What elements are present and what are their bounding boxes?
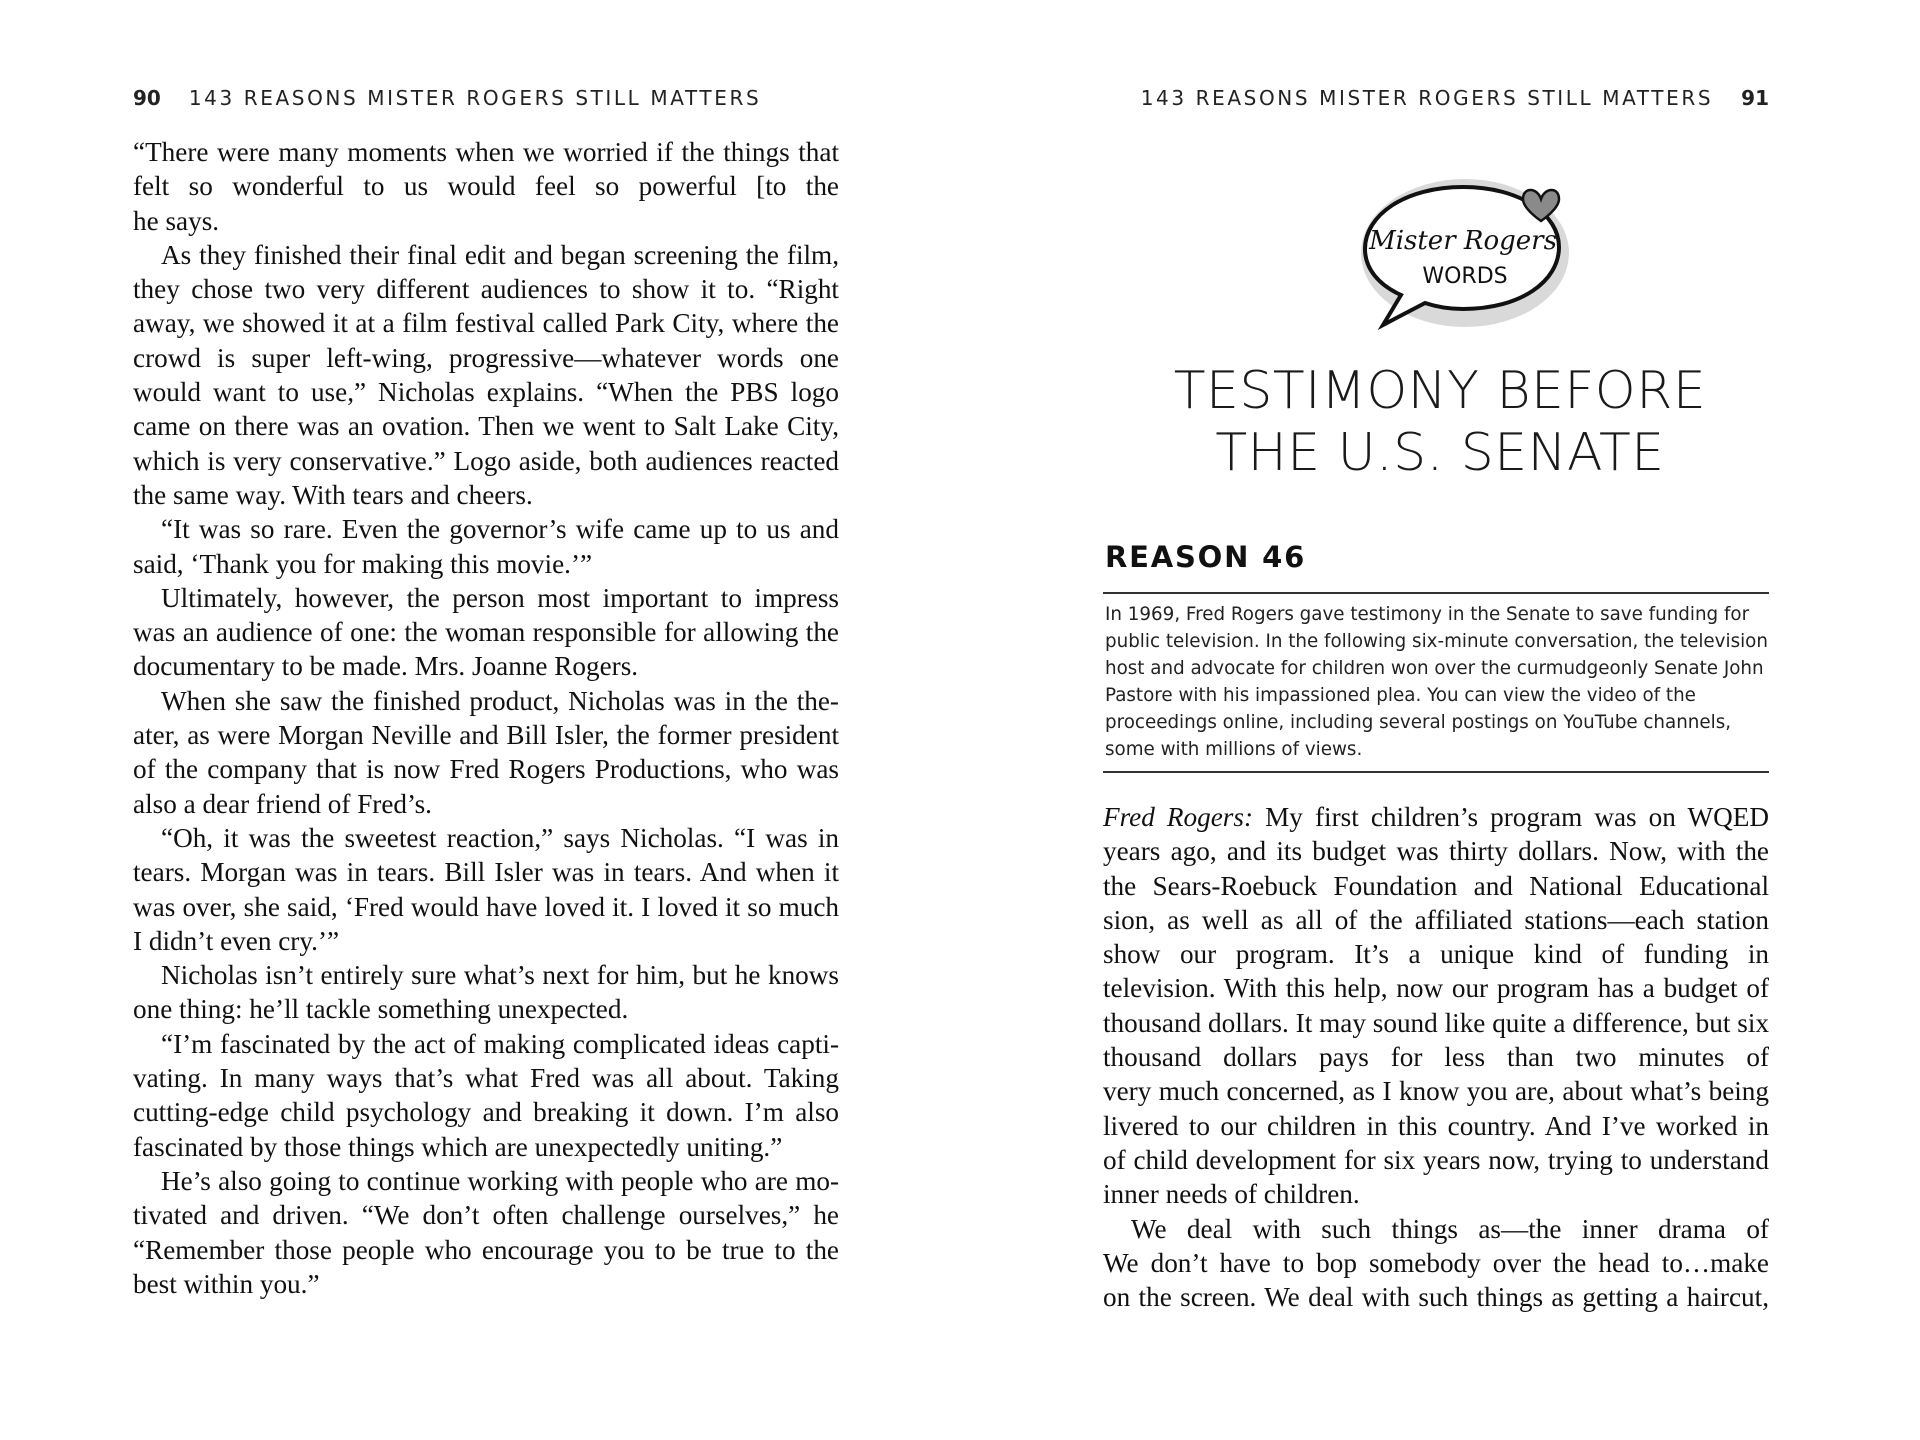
body-line-text: My first children’s program was on WQED xyxy=(1265,802,1769,832)
body-line-text: As they finished their final edit and began screening the film, xyxy=(161,239,839,270)
body-line xyxy=(1103,1006,1769,1040)
speaker-name: Fred Rogers: xyxy=(1103,802,1254,832)
chapter-title-line-1: TESTIMONY BEFORE xyxy=(1173,361,1707,421)
reason-intro xyxy=(1105,601,1769,763)
body-line-text: would want to use,” Nicholas explains. “When the PBS logo xyxy=(133,377,839,408)
body-line-text: When she saw the finished product, Nicholas was in the the- xyxy=(161,685,839,716)
chapter-title xyxy=(960,360,1920,484)
body-line xyxy=(133,992,839,1026)
divider-top xyxy=(1103,592,1769,594)
body-line-text: said, ‘Thank you for making this movie.’” xyxy=(133,548,593,579)
body-line xyxy=(133,924,839,958)
body-line-text: sion, as well as all of the affiliated stations—each station xyxy=(1103,904,1769,935)
body-line-text: television. With this help, now our program has a budget of xyxy=(1103,973,1769,1004)
chapter-title-line-2: THE U.S. SENATE xyxy=(1215,423,1665,483)
body-line-text: livered to our children in this country. And I’ve worked in xyxy=(1103,1110,1769,1141)
body-line xyxy=(1103,834,1769,868)
right-page xyxy=(960,0,1920,1440)
body-line-text: We deal with such things as—the inner drama of xyxy=(1131,1213,1769,1244)
body-line xyxy=(1103,1177,1769,1211)
running-head-right xyxy=(1141,86,1769,116)
body-line xyxy=(133,409,839,443)
right-body-text xyxy=(1103,800,1769,1314)
body-line-text: Nicholas isn’t entirely sure what’s next for him, but he knows xyxy=(161,960,839,991)
body-line xyxy=(133,752,839,786)
body-line xyxy=(133,238,839,272)
body-line-text: “There were many moments when we worried if the things that xyxy=(133,137,839,167)
body-line xyxy=(133,1095,839,1129)
body-line-text: tears. Morgan was in tears. Bill Isler was in tears. And when it xyxy=(133,857,839,888)
intro-line: host and advocate for children won over the curmudgeonly Senate John xyxy=(1105,658,1764,679)
body-line xyxy=(133,478,839,512)
body-line-text: documentary to be made. Mrs. Joanne Rogers. xyxy=(133,651,639,682)
body-line-text: crowd is super left-wing, progressive—whatever words one xyxy=(133,342,839,373)
body-line xyxy=(1103,1246,1769,1280)
body-line-text: “I’m fascinated by the act of making complicated ideas capti- xyxy=(161,1028,839,1059)
body-line xyxy=(133,1130,839,1164)
body-line xyxy=(133,1061,839,1095)
body-line xyxy=(1103,1074,1769,1108)
body-line xyxy=(133,649,839,683)
body-line xyxy=(1103,937,1769,971)
body-line xyxy=(133,890,839,924)
body-line xyxy=(133,787,839,821)
body-line xyxy=(133,444,839,478)
body-line-text: one thing: he’ll tackle something unexpected. xyxy=(133,994,629,1025)
intro-line: some with millions of views. xyxy=(1105,739,1363,760)
body-line xyxy=(133,958,839,992)
body-line-text: show our program. It’s a unique kind of funding in xyxy=(1103,939,1769,970)
body-line-text: Ultimately, however, the person most important to impress xyxy=(161,582,839,613)
intro-line: Pastore with his impassioned plea. You can view the video of the xyxy=(1105,685,1696,706)
body-line xyxy=(133,581,839,615)
body-line-text: thousand dollars pays for less than two minutes of xyxy=(1103,1042,1769,1073)
body-line-text: best within you.” xyxy=(133,1268,320,1299)
body-line-text: also a dear friend of Fred’s. xyxy=(133,788,432,819)
body-line-text: ater, as were Morgan Neville and Bill Isler, the former president xyxy=(133,720,839,751)
running-head-left xyxy=(133,86,761,116)
body-line-text: “Remember those people who encourage you to be true to the xyxy=(133,1234,839,1265)
body-line-text: very much concerned, as I know you are, about what’s being xyxy=(1103,1076,1769,1107)
body-line-text: away, we showed it at a film festival called Park City, where the xyxy=(133,308,839,339)
body-line-text: which is very conservative.” Logo aside, both audiences reacted xyxy=(133,445,839,476)
mister-rogers-words-badge xyxy=(1345,165,1585,335)
page-number-right: 91 xyxy=(1741,86,1769,110)
body-line-text: thousand dollars. It may sound like quite a difference, but six xyxy=(1103,1007,1769,1038)
body-line xyxy=(133,306,839,340)
body-line-text: the Sears-Roebuck Foundation and National Educational xyxy=(1103,870,1769,901)
body-line-text: We don’t have to bop somebody over the head to…make xyxy=(1103,1247,1769,1278)
body-line xyxy=(133,204,839,238)
body-line xyxy=(1103,800,1769,834)
body-line xyxy=(133,1198,839,1232)
reason-heading: REASON 46 xyxy=(1105,540,1307,574)
body-line xyxy=(133,341,839,375)
intro-line: public television. In the following six-minute conversation, the television xyxy=(1105,631,1768,652)
body-line-text: was over, she said, ‘Fred would have loved it. I loved it so much xyxy=(133,891,839,922)
body-line xyxy=(133,1164,839,1198)
body-line xyxy=(133,547,839,581)
body-line xyxy=(133,272,839,306)
body-line-text: He’s also going to continue working with people who are mo- xyxy=(161,1165,839,1196)
body-line xyxy=(1103,903,1769,937)
body-line xyxy=(1103,1280,1769,1314)
badge-label: WORDS xyxy=(1422,264,1508,289)
body-line xyxy=(133,821,839,855)
intro-line: In 1969, Fred Rogers gave testimony in the Senate to save funding for xyxy=(1105,604,1750,625)
body-line-text: he says. xyxy=(133,205,220,236)
body-line xyxy=(133,1233,839,1267)
body-line-text: I didn’t even cry.’” xyxy=(133,925,340,956)
body-line xyxy=(1103,1212,1769,1246)
body-line-text: fascinated by those things which are unexpectedly uniting.” xyxy=(133,1131,783,1162)
body-line-text: on the screen. We deal with such things as getting a haircut, xyxy=(1103,1282,1769,1313)
body-line xyxy=(133,684,839,718)
body-line xyxy=(1103,971,1769,1005)
body-line xyxy=(133,855,839,889)
running-head-title-right: 143 REASONS MISTER ROGERS STILL MATTERS xyxy=(1140,86,1714,110)
body-line xyxy=(133,1027,839,1061)
body-line-text: vating. In many ways that’s what Fred was all about. Taking xyxy=(133,1063,839,1094)
body-line xyxy=(133,169,839,203)
body-line xyxy=(133,375,839,409)
body-line-text: tivated and driven. “We don’t often challenge ourselves,” he xyxy=(133,1200,839,1231)
body-line xyxy=(133,718,839,752)
body-line-text: “Oh, it was the sweetest reaction,” says Nicholas. “I was in xyxy=(161,822,839,853)
body-line xyxy=(133,512,839,546)
body-line xyxy=(1103,1143,1769,1177)
body-line xyxy=(133,615,839,649)
left-body-text xyxy=(133,135,839,1301)
body-line-text: “It was so rare. Even the governor’s wife came up to us and xyxy=(161,514,839,545)
body-line xyxy=(1103,869,1769,903)
body-line xyxy=(1103,1109,1769,1143)
body-line xyxy=(133,1267,839,1301)
page-number-left: 90 xyxy=(133,86,161,110)
body-line-text: was an audience of one: the woman responsible for allowing the xyxy=(133,617,839,648)
body-line-text: they chose two very different audiences to show it to. “Right xyxy=(133,274,839,305)
divider-bottom xyxy=(1103,771,1769,773)
body-line-text: came on there was an ovation. Then we went to Salt Lake City, xyxy=(133,411,839,442)
intro-line: proceedings online, including several postings on YouTube channels, xyxy=(1105,712,1732,733)
body-line-text: cutting-edge child psychology and breaking it down. I’m also xyxy=(133,1097,839,1128)
body-line-text: felt so wonderful to us would feel so powerful [to the xyxy=(133,171,839,202)
badge-script-text: Mister Rogers xyxy=(1369,226,1557,256)
body-line xyxy=(133,135,839,169)
running-head-title-left: 143 REASONS MISTER ROGERS STILL MATTERS xyxy=(188,86,762,110)
body-line-text: the same way. With tears and cheers. xyxy=(133,479,533,510)
body-line-text: years ago, and its budget was thirty dollars. Now, with the xyxy=(1103,836,1769,867)
body-line-text: of child development for six years now, trying to understand xyxy=(1103,1144,1769,1175)
body-line-text: of the company that is now Fred Rogers Productions, who was xyxy=(133,754,839,785)
body-line-text: inner needs of children. xyxy=(1103,1179,1360,1210)
body-line xyxy=(1103,1040,1769,1074)
